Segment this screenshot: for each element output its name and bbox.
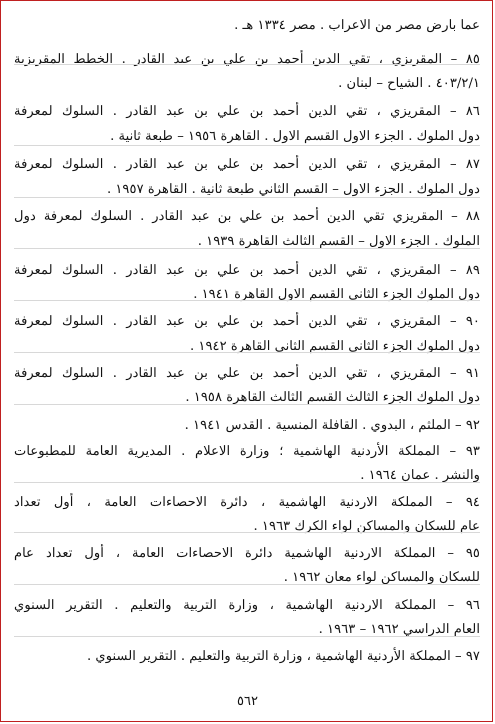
divider: [14, 145, 480, 146]
text-line: ٩٠ – المقريزي ، تقي الدين أحمد بن علي بن عبد القادر . السلوك لمعرفة: [14, 314, 480, 329]
text-line: دول الملوك الجزء الثاني القسم الاول القاهرة ١٩٤١ .: [193, 287, 480, 302]
text-line: ٩٥ – المملكة الاردنية الهاشمية دائرة الاحصاءات العامة ، أول تعداد عام: [14, 546, 480, 561]
text-line: دول الملوك . الجزء الاول – القسم الثاني طبعة ثانية . القاهرة ١٩٥٧ .: [106, 182, 480, 197]
text-line: للسكان والمساكن لواء معان ١٩٦٢ .: [283, 570, 480, 585]
text-line: ٩٤ – المملكة الاردنية الهاشمية ، دائرة الاحصاءات العامة ، أول تعداد: [14, 495, 480, 510]
text-line: ٨٦ – المقريزي ، تقي الدين أحمد بن علي بن عبد القادر . السلوك لمعرفة: [14, 104, 480, 119]
text-line: ٨٨ – المقريزي تقي الدين أحمد بن علي بن عبد القادر . السلوك لمعرفة دول: [14, 209, 480, 224]
document-page: [14, 4, 480, 694]
text-line: دول الملوك الجزء الثالث القسم الثالث القاهرة ١٩٥٨ .: [185, 390, 480, 405]
text-line: عام للسكان والمساكن لواء الكرك ١٩٦٣ .: [253, 519, 480, 534]
divider: [14, 404, 480, 405]
text-line: ٩٦ – المملكة الاردنية الهاشمية ، وزارة التربية والتعليم . التقرير السنوي: [14, 598, 480, 613]
text-line: دول الملوك . الجزء الاول القسم الاول . القاهرة ١٩٥٦ – طبعة ثانية .: [110, 129, 480, 144]
text-line: ٨٧ – المقريزي ، تقي الدين أحمد بن علي بن عبد القادر . السلوك لمعرفة: [14, 157, 480, 172]
divider: [14, 64, 480, 65]
text-line: ٤٠٣/٢/١ . الشياح – لبنان .: [338, 76, 480, 91]
divider: [14, 197, 480, 198]
text-line: ٩١ – المقريزي ، تقي الدين أحمد بن علي بن عبد القادر . السلوك لمعرفة: [14, 366, 480, 381]
text-line: عما بارض مصر من الاعراب . مصر ١٣٣٤ هـ .: [234, 18, 480, 33]
text-line: ٨٩ – المقريزي ، تقي الدين أحمد بن علي بن عبد القادر . السلوك لمعرفة: [14, 263, 480, 278]
divider: [14, 300, 480, 301]
text-line: والنشر . عمان ١٩٦٤ .: [360, 468, 480, 483]
text-line: ٩٢ – الملثم ، البدوي . القافلة المنسية . القدس ١٩٤١ .: [184, 418, 480, 433]
text-line: ٩٣ – المملكة الأردنية الهاشمية ؛ وزارة الاعلام . المديرية العامة للمطبوعات: [14, 444, 480, 459]
text-line: العام الدراسي ١٩٦٢ – ١٩٦٣ .: [318, 622, 480, 637]
divider: [14, 636, 480, 637]
divider: [14, 584, 480, 585]
divider: [14, 352, 480, 353]
divider: [14, 532, 480, 533]
text-line: دول الملوك الجزء الثاني القسم الثاني القاهرة ١٩٤٢ .: [189, 339, 480, 354]
page-number: ٥٦٢: [237, 694, 258, 709]
text-line: ٩٧ – المملكة الأردنية الهاشمية ، وزارة التربية والتعليم . التقرير السنوي .: [87, 649, 480, 664]
text-line: الملوك . الجزء الاول – القسم الثالث القاهرة ١٩٣٩ .: [197, 234, 480, 249]
divider: [14, 482, 480, 483]
text-line: ٨٥ – المقريزي ، تقي الدين أحمد بن علي بن عبد القادر . الخطط المقريزية: [14, 52, 480, 67]
divider: [14, 248, 480, 249]
